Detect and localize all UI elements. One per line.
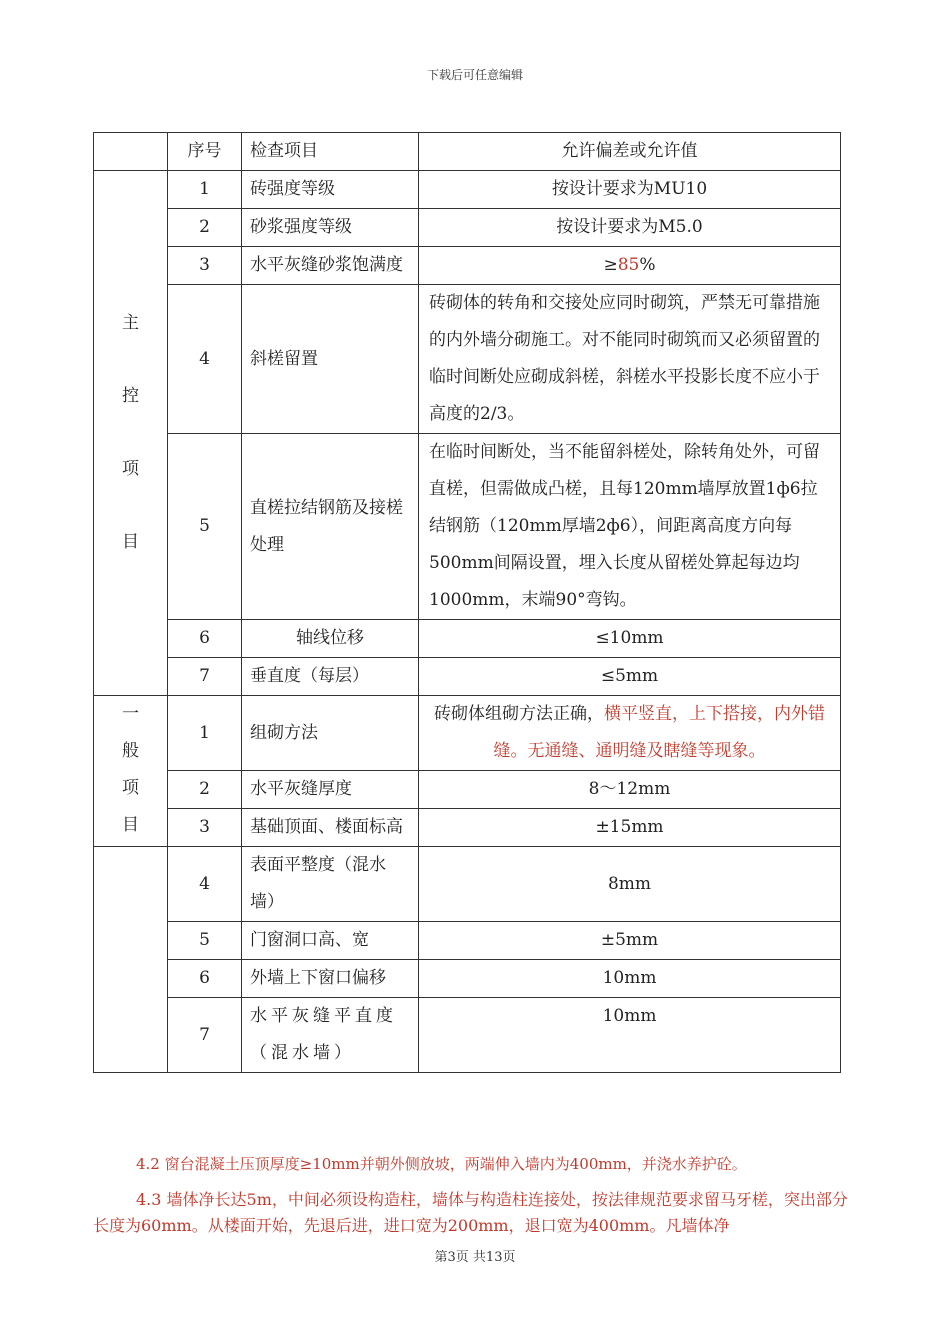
- row-item: 水平灰缝平直度（混水墙）: [242, 998, 419, 1073]
- header-item: 检查项目: [242, 133, 419, 171]
- category-char: 般: [122, 741, 139, 761]
- table-row: [94, 696, 841, 771]
- row-value: 10mm: [419, 998, 841, 1073]
- paragraph-4-3: 4.3 墙体净长达5m，中间必须设构造柱，墙体与构造柱连接处，按法律规范要求留马牙槎，突出部分长度为60mm。从楼面开始，先退后进，进口宽为200mm，退口宽为400mm。凡墙体净: [93, 1190, 848, 1235]
- row-index: 1: [168, 696, 242, 771]
- row-value: 8～12mm: [419, 771, 841, 809]
- row-value: 8mm: [419, 847, 841, 922]
- row-index: 7: [168, 658, 242, 696]
- row-index: 3: [168, 247, 242, 285]
- category-main: [94, 171, 168, 696]
- table-row: [94, 209, 841, 247]
- row-item: 水平灰缝砂浆饱满度: [242, 247, 419, 285]
- table-row: [94, 771, 841, 809]
- category-general: [94, 696, 168, 847]
- row-value: 在临时间断处，当不能留斜槎处，除转角处外，可留直槎，但需做成凸槎，且每120mm墙厚放置1ф6拉结钢筋（120mm厚墙2ф6），间距离高度方向每500mm间隔设置，埋入长度从留槎处算起每边均1000mm，末端90°弯钩。: [419, 434, 841, 620]
- row-index: 4: [168, 847, 242, 922]
- row-item: 砖强度等级: [242, 171, 419, 209]
- row-value: 按设计要求为M5.0: [419, 209, 841, 247]
- category-char: 项: [122, 778, 139, 798]
- page-footer: 第3页 共13页: [434, 1250, 516, 1265]
- table-row: [94, 809, 841, 847]
- row-value: [419, 696, 841, 771]
- row-value: ±15mm: [419, 809, 841, 847]
- row-item: 轴线位移: [242, 620, 419, 658]
- row-value: ≤10mm: [419, 620, 841, 658]
- header-note: 下载后可任意编辑: [426, 68, 523, 82]
- category-char: 一: [122, 704, 139, 724]
- row-item: 外墙上下窗口偏移: [242, 960, 419, 998]
- inspection-table: [93, 132, 841, 1073]
- row-item: 砂浆强度等级: [242, 209, 419, 247]
- row-index: 2: [168, 771, 242, 809]
- category-char: 目: [122, 532, 139, 552]
- category-char: 主: [122, 313, 139, 333]
- table-row: [94, 171, 841, 209]
- table-row: [94, 658, 841, 696]
- row-value: 砖砌体的转角和交接处应同时砌筑，严禁无可靠措施的内外墙分砌施工。对不能同时砌筑而又必须留置的临时间断处应砌成斜槎，斜槎水平投影长度不应小于高度的2/3。: [419, 285, 841, 434]
- row-item: 垂直度（每层）: [242, 658, 419, 696]
- row-item: 表面平整度（混水墙）: [242, 847, 419, 922]
- header-value: 允许偏差或允许值: [419, 133, 841, 171]
- row-index: 4: [168, 285, 242, 434]
- table-row: [94, 247, 841, 285]
- row-index: 6: [168, 620, 242, 658]
- table-row: [94, 434, 841, 620]
- value-suffix: %: [639, 255, 656, 275]
- row-value: 按设计要求为MU10: [419, 171, 841, 209]
- value-highlight: 横平竖直，上下搭接，内外错缝。无通缝、通明缝及瞎缝等现象。: [493, 704, 825, 761]
- row-value: ≤5mm: [419, 658, 841, 696]
- table-row: [94, 620, 841, 658]
- row-index: 1: [168, 171, 242, 209]
- row-value: 10mm: [419, 960, 841, 998]
- row-item: 门窗洞口高、宽: [242, 922, 419, 960]
- row-item: 组砌方法: [242, 696, 419, 771]
- header-category: [94, 133, 168, 171]
- header-index: 序号: [168, 133, 242, 171]
- value-highlight: 85: [617, 255, 640, 275]
- row-index: 7: [168, 998, 242, 1073]
- row-value: [419, 247, 841, 285]
- paragraph-4-2: 4.2 窗台混凝土压顶厚度≥10mm并朝外侧放坡，两端伸入墙内为400mm，并浇水养护砼。: [136, 1155, 747, 1173]
- row-index: 5: [168, 922, 242, 960]
- row-index: 2: [168, 209, 242, 247]
- table-row: [94, 847, 841, 922]
- table-header-row: [94, 133, 841, 171]
- value-text: 砖砌体组砌方法正确，: [434, 704, 604, 724]
- row-value: ±5mm: [419, 922, 841, 960]
- table-row: [94, 285, 841, 434]
- row-item: 基础顶面、楼面标高: [242, 809, 419, 847]
- category-general-cont: [94, 847, 168, 1073]
- row-item: 斜槎留置: [242, 285, 419, 434]
- row-item: 水平灰缝厚度: [242, 771, 419, 809]
- row-index: 5: [168, 434, 242, 620]
- category-char: 目: [122, 815, 139, 835]
- table-row: [94, 998, 841, 1073]
- category-char: 控: [122, 386, 139, 406]
- table-row: [94, 922, 841, 960]
- table-row: [94, 960, 841, 998]
- row-index: 3: [168, 809, 242, 847]
- category-char: 项: [122, 459, 139, 479]
- row-index: 6: [168, 960, 242, 998]
- row-item: 直槎拉结钢筋及接槎处理: [242, 434, 419, 620]
- value-prefix: ≥: [603, 255, 618, 275]
